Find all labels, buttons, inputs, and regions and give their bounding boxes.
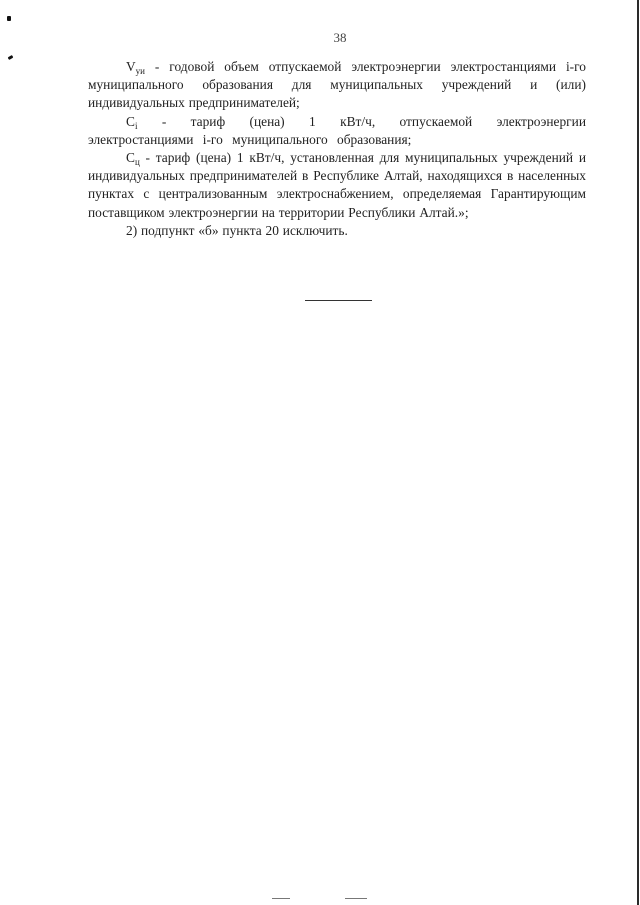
formula-symbol: C [126, 150, 135, 166]
scan-artifact-line [345, 898, 367, 899]
scan-artifact-mark [7, 16, 11, 21]
page-edge-line [637, 0, 639, 905]
definition-paragraph [88, 58, 586, 113]
end-of-text-rule [305, 300, 372, 301]
definition-paragraph [88, 113, 586, 149]
formula-symbol: V [126, 59, 136, 74]
scan-artifact-mark [8, 55, 14, 60]
definition-text: - годовой объем отпускаемой электроэнергии электростанциями i-го муниципального образования для муниципальных учреждений и (или) индивидуальных предпринимателей; [88, 59, 586, 111]
page-number: 38 [333, 30, 347, 45]
formula-subscript: уи [135, 66, 145, 76]
formula-subscript: ц [134, 157, 140, 168]
definition-text: - тариф (цена) 1 кВт/ч, отпускаемой электроэнергии электростанциями i-го муниципального образования; [88, 113, 586, 147]
formula-symbol: C [126, 113, 135, 129]
formula-subscript: i [134, 120, 138, 131]
document-body [88, 58, 586, 240]
amendment-item: 2) подпункт «б» пункта 20 исключить. [126, 222, 348, 238]
definition-paragraph [88, 149, 586, 222]
definition-text: - тариф (цена) 1 кВт/ч, установленная для муниципальных учреждений и индивидуальных предпринимателей в Республике Алтай, находящихся в населенных пунктах с централизованным электроснабжением, определяемая Гарантирующим поставщиком электроэнергии на территории Республики Алтай.»; [88, 150, 586, 220]
scan-artifact-line [272, 898, 290, 899]
